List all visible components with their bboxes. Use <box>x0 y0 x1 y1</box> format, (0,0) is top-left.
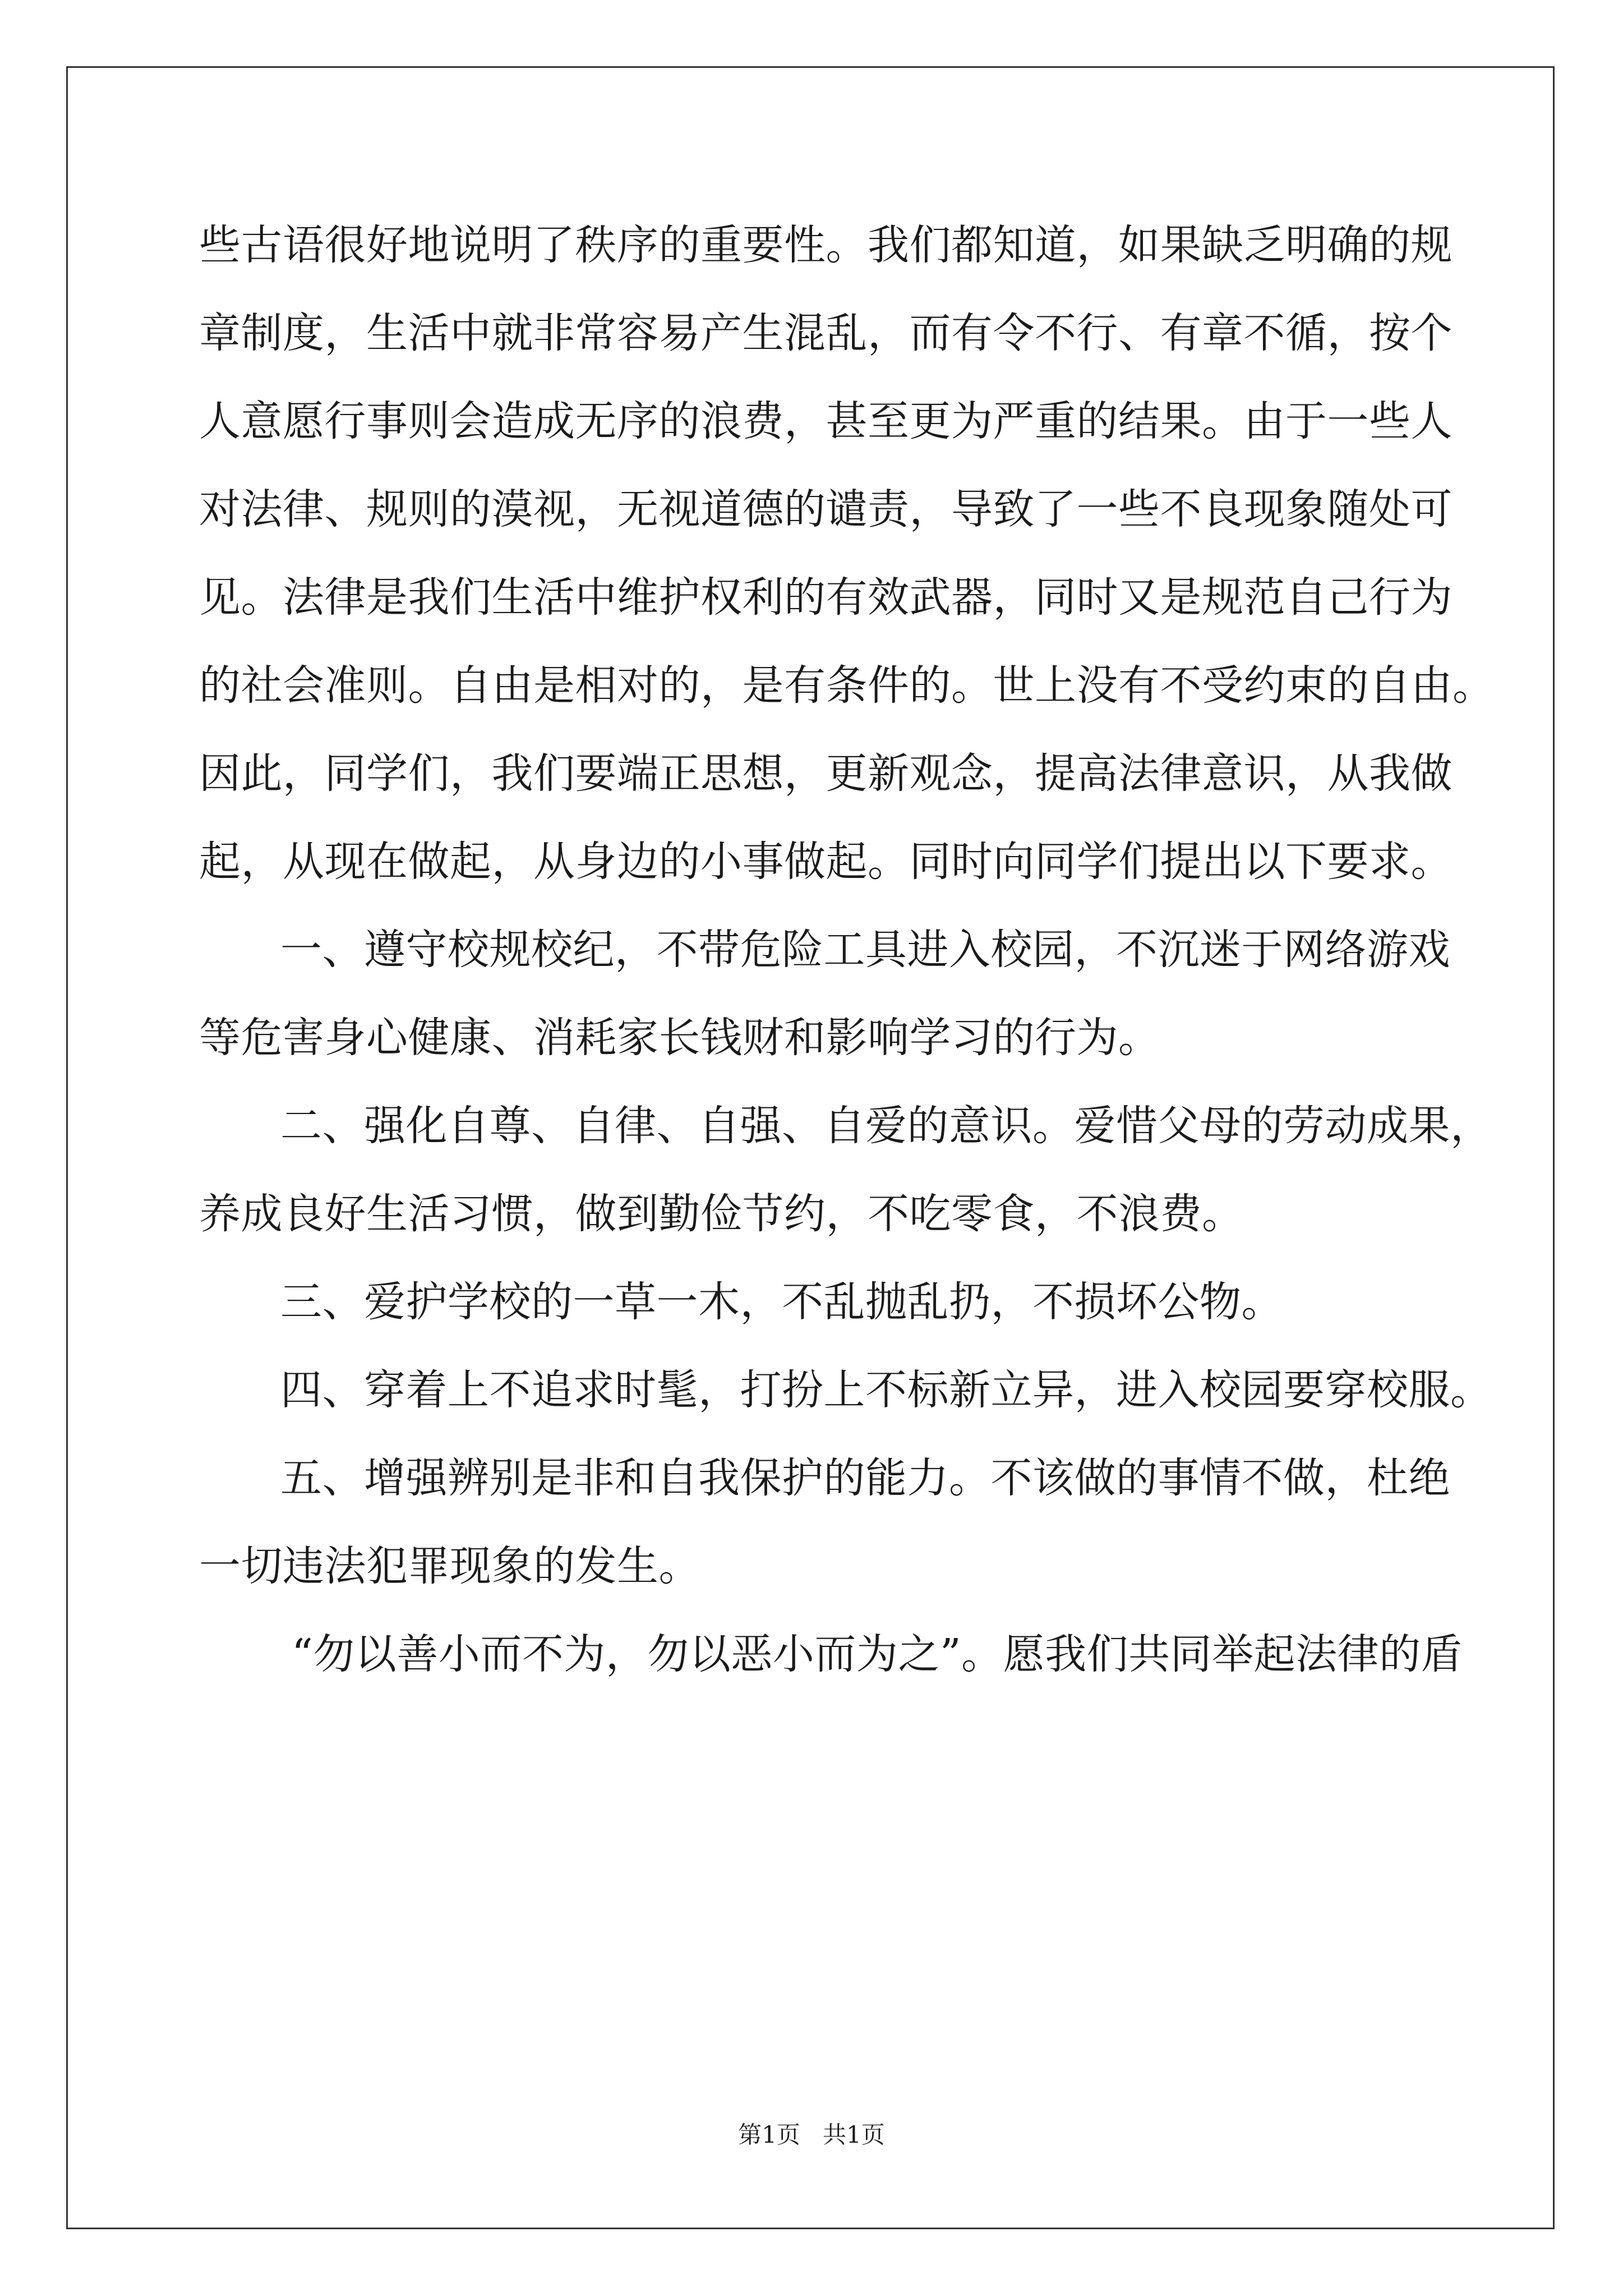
page-number-footer: 第1页 共1页 <box>738 2121 885 2148</box>
text-line: 二、强化自尊、自律、自强、自爱的意识。爱惜父母的劳动成果， <box>280 1102 1492 1150</box>
text-line: 的社会准则。自由是相对的，是有条件的。世上没有不受约束的自由。 <box>199 661 1495 710</box>
text-line: 等危害身心健康、消耗家长钱财和影响学习的行为。 <box>199 1014 1160 1062</box>
text-line: 一、遵守校规校纪，不带危险工具进入校园，不沉迷于网络游戏 <box>280 926 1450 974</box>
text-line: 一切违法犯罪现象的发生。 <box>199 1542 700 1590</box>
text-line: 四、穿着上不追求时髦，打扮上不标新立异，进入校园要穿校服。 <box>280 1366 1492 1414</box>
text-line: 起，从现在做起，从身边的小事做起。同时向同学们提出以下要求。 <box>199 838 1453 886</box>
text-line: 养成良好生活习惯，做到勤俭节约，不吃零食，不浪费。 <box>199 1190 1244 1238</box>
text-line: 因此，同学们，我们要端正思想，更新观念，提高法律意识，从我做 <box>199 749 1453 798</box>
text-line: 五、增强辨别是非和自我保护的能力。不该做的事情不做，杜绝 <box>280 1454 1450 1502</box>
text-line: 对法律、规则的漠视，无视道德的谴责，导致了一些不良现象随处可 <box>199 485 1453 533</box>
text-line: “勿以善小而不为，勿以恶小而为之”。愿我们共同举起法律的盾 <box>292 1630 1463 1678</box>
text-line: 章制度，生活中就非常容易产生混乱，而有令不行、有章不循，按个 <box>199 309 1453 357</box>
text-line: 些古语很好地说明了秩序的重要性。我们都知道，如果缺乏明确的规 <box>199 221 1453 269</box>
text-line: 三、爱护学校的一草一木，不乱抛乱扔，不损坏公物。 <box>280 1278 1283 1326</box>
text-line: 人意愿行事则会造成无序的浪费，甚至更为严重的结果。由于一些人 <box>199 397 1453 445</box>
text-line: 见。法律是我们生活中维护权利的有效武器，同时又是规范自己行为 <box>199 573 1453 622</box>
